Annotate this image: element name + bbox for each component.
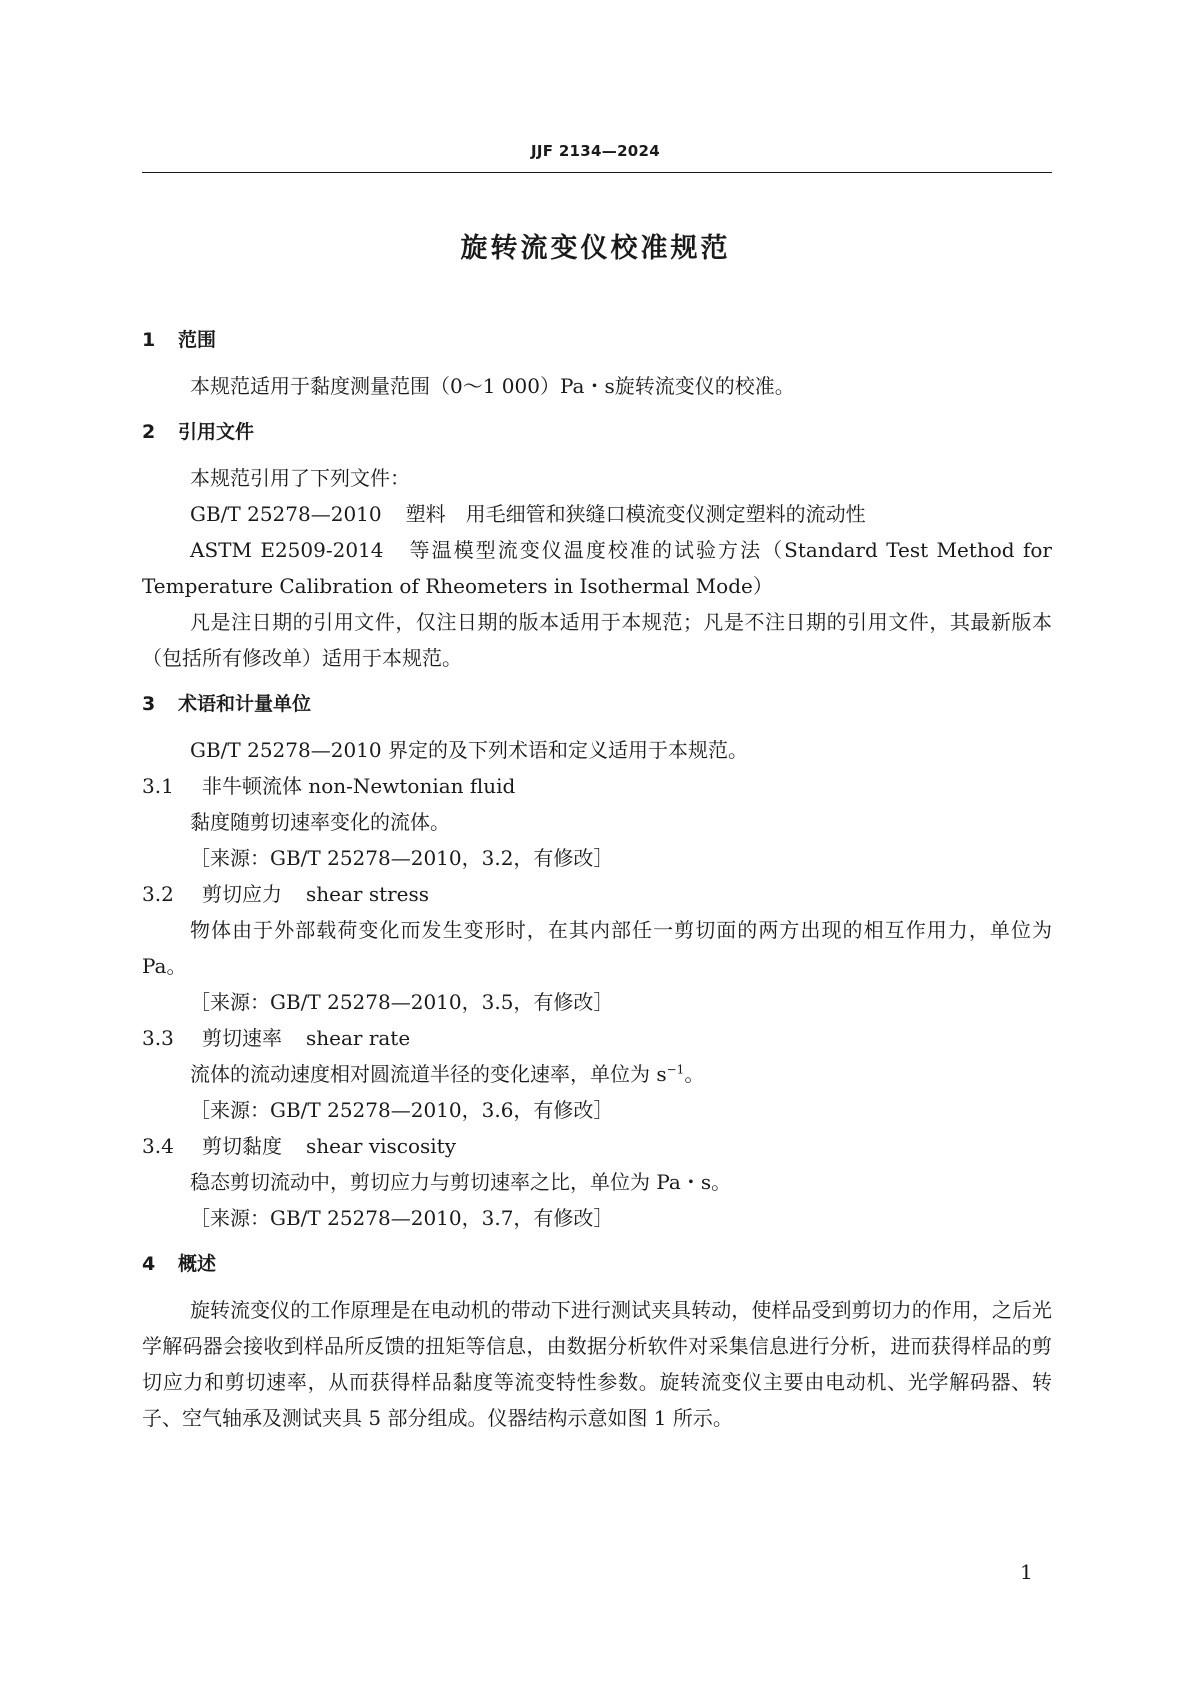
section-title: 术语和计量单位	[178, 693, 312, 715]
reference-1	[142, 496, 1052, 532]
section-title: 引用文件	[178, 421, 255, 443]
term-3-4-heading	[142, 1128, 1052, 1164]
reference-2	[142, 532, 1052, 604]
section-1-paragraph: 本规范适用于黏度测量范围（0～1 000）Pa・s旋转流变仪的校准。	[190, 374, 795, 398]
term-number: 3.2	[142, 882, 174, 906]
reference-code: GB/T 25278—2010	[190, 502, 382, 526]
section-1-heading	[142, 322, 1052, 358]
term-3-4-source: ［来源：GB/T 25278—2010，3.7，有修改］	[190, 1206, 614, 1230]
term-number: 3.4	[142, 1134, 174, 1158]
reference-code: ASTM E2509-2014	[190, 538, 384, 562]
section-number: 3	[142, 693, 156, 715]
section-3-intro: GB/T 25278—2010 界定的及下列术语和定义适用于本规范。	[190, 738, 748, 762]
document-header: JJF 2134—2024	[530, 142, 661, 160]
section-2-heading	[142, 414, 1052, 450]
section-title: 范围	[178, 329, 217, 351]
term-3-2-source: ［来源：GB/T 25278—2010，3.5，有修改］	[190, 990, 614, 1014]
term-cn: 剪切速率	[202, 1026, 282, 1050]
term-cn: 剪切应力	[202, 882, 282, 906]
term-3-1-source: ［来源：GB/T 25278—2010，3.2，有修改］	[190, 846, 614, 870]
reference-note: 凡是注日期的引用文件，仅注日期的版本适用于本规范；凡是不注日期的引用文件，其最新版本（包括所有修改单）适用于本规范。	[142, 610, 1052, 670]
term-en: non-Newtonian fluid	[308, 774, 516, 798]
term-3-3-heading	[142, 1020, 1052, 1056]
document-body	[142, 322, 1052, 1436]
term-3-2-definition: 物体由于外部载荷变化而发生变形时，在其内部任一剪切面的两方出现的相互作用力，单位为 Pa。	[142, 918, 1052, 978]
term-3-1-definition: 黏度随剪切速率变化的流体。	[190, 810, 450, 834]
term-3-3-source: ［来源：GB/T 25278—2010，3.6，有修改］	[190, 1098, 614, 1122]
section-number: 4	[142, 1253, 156, 1275]
term-cn: 剪切黏度	[202, 1134, 282, 1158]
term-number: 3.3	[142, 1026, 174, 1050]
section-number: 1	[142, 329, 156, 351]
term-en: shear rate	[306, 1026, 411, 1050]
term-3-1-heading	[142, 768, 1052, 804]
section-title: 概述	[178, 1253, 217, 1275]
document-title: 旋转流变仪校准规范	[460, 233, 731, 264]
section-3-heading	[142, 686, 1052, 722]
reference-title: 塑料 用毛细管和狭缝口模流变仪测定塑料的流动性	[405, 502, 866, 526]
page-number: 1	[1020, 1560, 1033, 1584]
term-number: 3.1	[142, 774, 174, 798]
section-4-heading	[142, 1246, 1052, 1282]
term-3-2-heading	[142, 876, 1052, 912]
section-4-paragraph: 旋转流变仪的工作原理是在电动机的带动下进行测试夹具转动，使样品受到剪切力的作用，之后光学解码器会接收到样品所反馈的扭矩等信息，由数据分析软件对采集信息进行分析，进而获得样品的剪切应力和剪切速率，从而获得样品黏度等流变特性参数。旋转流变仪主要由电动机、光学解码器、转子、空气轴承及测试夹具 5 部分组成。仪器结构示意如图 1 所示。	[142, 1298, 1052, 1430]
term-en: shear viscosity	[306, 1134, 457, 1158]
reference-title: 等温模型流变仪温度校准的试验方法（Standard Test Method for Temperature Calibration of Rheometers in Isothermal Mode）	[142, 538, 1052, 598]
section-number: 2	[142, 421, 156, 443]
header-rule	[142, 172, 1052, 173]
term-3-3-definition: 流体的流动速度相对圆流道半径的变化速率，单位为 $s^{-1}$。	[190, 1062, 705, 1086]
term-3-4-definition: 稳态剪切流动中，剪切应力与剪切速率之比，单位为 Pa・s。	[190, 1170, 732, 1194]
unit-exponent: −1	[666, 1062, 685, 1077]
term-cn: 非牛顿流体	[202, 774, 302, 798]
term-en: shear stress	[306, 882, 430, 906]
section-2-intro: 本规范引用了下列文件：	[190, 466, 410, 490]
